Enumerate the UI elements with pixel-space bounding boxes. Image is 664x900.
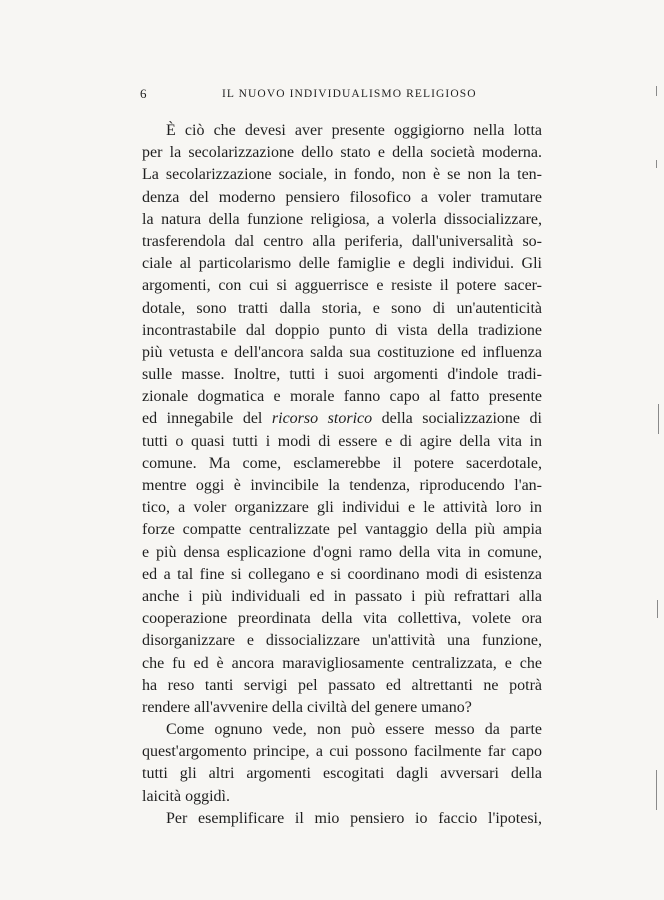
text-line xyxy=(142,519,542,541)
running-header xyxy=(0,86,664,106)
line-text: sulle masse. Inoltre, tutti i suoi argomenti d'indole tradi- xyxy=(142,366,542,384)
running-title: IL NUOVO INDIVIDUALISMO RELIGIOSO xyxy=(222,88,477,100)
line-text: tutti o quasi tutti i modi di essere e di agire della vita in xyxy=(142,432,542,450)
text-line xyxy=(142,253,542,275)
text-line xyxy=(142,697,542,719)
text-line xyxy=(142,187,542,209)
line-text: che fu ed è ancora maravigliosamente centralizzata, e che xyxy=(142,654,542,672)
text-line xyxy=(142,586,542,608)
text-line xyxy=(142,808,542,830)
text-line xyxy=(142,142,542,164)
line-text: quest'argomento principe, a cui possono facilmente far capo xyxy=(142,743,542,761)
scan-edge-mark xyxy=(656,160,657,168)
line-text: forze compatte centralizzate pel vantaggio della più ampia xyxy=(142,521,542,539)
text-line xyxy=(142,364,542,386)
text-line xyxy=(142,320,542,342)
line-text: Per esemplificare il mio pensiero io faccio l'ipotesi, xyxy=(166,809,542,827)
line-text: per la secolarizzazione dello stato e della società moderna. xyxy=(142,144,542,162)
line-text: ciale al particolarismo delle famiglie e degli individui. Gli xyxy=(142,255,542,273)
line-text: ed innegabile del xyxy=(142,410,272,428)
text-line xyxy=(142,564,542,586)
line-text: La secolarizzazione sociale, in fondo, non è se non la ten- xyxy=(142,166,542,184)
line-text: incontrastabile dal doppio punto di vista della tradizione xyxy=(142,321,542,339)
scan-edge-mark xyxy=(656,86,657,96)
scan-edge-mark xyxy=(656,770,657,810)
text-line xyxy=(142,608,542,630)
text-line xyxy=(142,431,542,453)
line-text: tico, a voler organizzare gli individui e le attività loro in xyxy=(142,499,542,517)
text-line xyxy=(142,408,542,430)
text-line xyxy=(142,741,542,763)
text-line xyxy=(142,675,542,697)
text-line xyxy=(142,275,542,297)
text-line xyxy=(142,542,542,564)
scan-edge-mark xyxy=(658,404,659,434)
text-line xyxy=(142,497,542,519)
line-text: anche i più individuali ed in passato i più refrattari alla xyxy=(142,587,542,605)
line-text: Come ognuno vede, non può essere messo da parte xyxy=(166,721,542,739)
text-line xyxy=(142,453,542,475)
text-line xyxy=(142,653,542,675)
text-line xyxy=(142,386,542,408)
line-text: È ciò che devesi aver presente oggigiorno nella lotta xyxy=(166,122,542,139)
line-text: comune. Ma come, esclamerebbe il potere sacerdotale, xyxy=(142,454,542,472)
line-text: la natura della funzione religiosa, a volerla dissocializzare, xyxy=(142,210,542,228)
line-text: cooperazione preordinata della vita collettiva, volete ora xyxy=(142,610,542,628)
italic-phrase: ricorso storico xyxy=(271,410,373,428)
line-text: denza del moderno pensiero filosofico a voler tramutare xyxy=(142,188,542,206)
line-text: ha reso tanti servigi pel passato ed altrettanti ne potrà xyxy=(142,676,542,694)
line-text: ed a tal fine si collegano e si coordinano modi di esistenza xyxy=(142,565,542,583)
line-text: mentre oggi è invincibile la tendenza, riproducendo l'an- xyxy=(142,477,542,494)
line-text: e più densa esplicazione d'ogni ramo della vita in comune, xyxy=(142,543,542,561)
line-text: argomenti, con cui si agguerrisce e resiste il potere sacer- xyxy=(142,277,542,295)
text-line xyxy=(142,786,542,808)
text-line xyxy=(142,630,542,652)
text-line xyxy=(142,475,542,497)
line-text: laicità oggidì. xyxy=(142,787,230,805)
text-line xyxy=(142,164,542,186)
line-text: tutti gli altri argomenti escogitati dagli avversari della xyxy=(142,765,542,783)
line-text: zionale dogmatica e morale fanno capo al fatto presente xyxy=(142,388,542,406)
line-text-continued: della socializzazione di xyxy=(372,410,542,428)
text-line xyxy=(142,120,542,142)
line-text: dotale, sono tratti dalla storia, e sono di un'autenticità xyxy=(142,299,542,317)
text-line xyxy=(142,298,542,320)
text-line xyxy=(142,209,542,231)
line-text: disorganizzare e dissocializzare un'attività una funzione, xyxy=(142,632,542,650)
line-text: rendere all'avvenire della civiltà del genere umano? xyxy=(142,698,472,716)
line-text: trasferendola dal centro alla periferia, dall'universalità so- xyxy=(142,232,542,250)
page-number: 6 xyxy=(140,86,147,101)
body-text xyxy=(142,120,542,830)
scan-edge-mark xyxy=(657,600,658,618)
line-text: più vetusta e dell'ancora salda sua costituzione ed influenza xyxy=(142,343,542,361)
text-line xyxy=(142,763,542,785)
text-line xyxy=(142,719,542,741)
text-line xyxy=(142,231,542,253)
text-line xyxy=(142,342,542,364)
